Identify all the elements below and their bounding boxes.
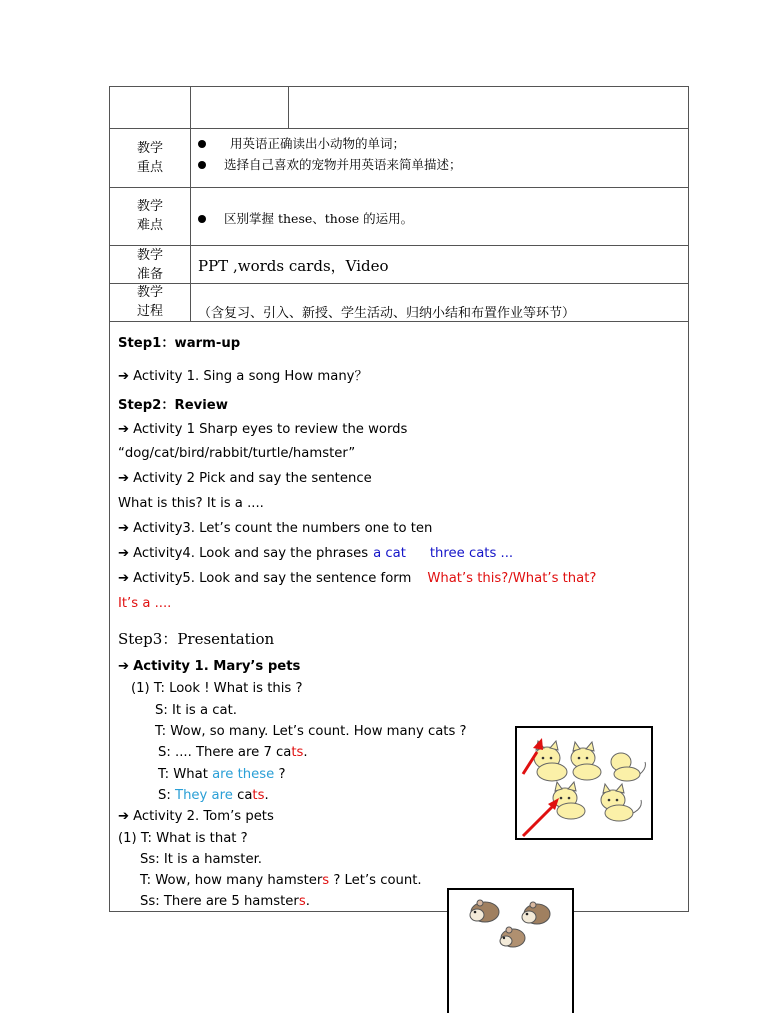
cats-illustration <box>517 728 651 838</box>
dialogue-line: (1) T: What is that ? <box>118 831 248 846</box>
activity-line <box>118 365 368 384</box>
dialogue-line: Ss: It is a hamster. <box>140 852 262 867</box>
arrow-icon: ➔ <box>118 521 130 536</box>
activity-line <box>118 521 432 536</box>
activity-text: Activity 1. Mary’s pets <box>133 659 301 674</box>
dialogue-text: T: What <box>158 767 213 782</box>
activity-line <box>118 546 513 561</box>
plural-suffix: s <box>322 873 330 888</box>
dialogue-text: . <box>264 788 269 803</box>
process-text: （含复习、引入、新授、学生活动、归纳小结和布置作业等环节） <box>198 306 576 321</box>
label-difficulties <box>110 197 190 235</box>
dialogue-line: (1) T: Look ! What is this ? <box>131 681 303 696</box>
phrase-example: a cat <box>373 546 406 561</box>
dialogue-text: S: <box>158 788 176 803</box>
preparation-text: PPT ,words cards，Video <box>198 257 389 275</box>
activity-text: Activity 2 Pick and say the sentence <box>133 471 372 486</box>
dialogue-text: ? <box>274 767 286 782</box>
arrow-icon: ➔ <box>118 546 130 561</box>
column-divider <box>190 87 191 321</box>
dialogue-line <box>140 894 310 909</box>
difficulty-text: 区别掌握 these、those 的运用。 <box>224 211 414 226</box>
dialogue-line <box>140 873 422 888</box>
column-divider <box>288 87 289 128</box>
cats-image <box>515 726 653 840</box>
label-text: 教学 准备 <box>136 248 163 282</box>
dialogue-line <box>158 788 269 803</box>
activity-line <box>118 809 274 824</box>
row-divider <box>110 321 688 322</box>
hamsters-image <box>447 888 574 1013</box>
arrow-icon: ➔ <box>118 369 130 384</box>
arrow-icon: ➔ <box>118 571 130 586</box>
key-point-text: 用英语正确读出小动物的单词； <box>230 136 406 151</box>
dialogue-line <box>158 745 308 760</box>
activity-line <box>118 422 407 437</box>
row-divider <box>110 283 688 284</box>
dialogue-text: S: .... There are 7 ca <box>158 745 292 760</box>
sentence-form: What’s this?/What’s that? <box>427 571 597 586</box>
sentence-form: It’s a .... <box>118 596 172 611</box>
key-point-text: 选择自己喜欢的宠物并用英语来简单描述； <box>224 157 462 172</box>
bullet-icon <box>198 215 206 223</box>
plural-suffix: ts <box>252 788 265 803</box>
activity-text: Activity5. Look and say the sentence form <box>133 571 412 586</box>
cat-icon <box>601 784 641 821</box>
arrow-icon: ➔ <box>118 809 130 824</box>
row-divider <box>110 245 688 246</box>
activity-text: Activity 1. Sing a song How many？ <box>133 369 368 384</box>
bullet-icon <box>198 140 206 148</box>
activity-line <box>118 571 596 586</box>
label-preparation <box>110 246 190 284</box>
label-text: 教学 重点 <box>136 141 163 175</box>
dialogue-line: S: It is a cat. <box>155 703 237 718</box>
activity-text: Activity 1 Sharp eyes to review the words <box>133 422 408 437</box>
arrow-icon: ➔ <box>118 471 130 486</box>
hamsters-illustration <box>449 890 572 1000</box>
cat-icon <box>571 742 601 780</box>
highlight-phrase: They are <box>175 788 233 803</box>
plural-suffix: ts <box>291 745 304 760</box>
sentence-pattern: What is this? It is a .... <box>118 496 264 511</box>
activity-line <box>118 471 372 486</box>
cat-icon <box>611 753 645 781</box>
dialogue-line: T: Wow, so many. Let’s count. How many cats ? <box>155 724 467 739</box>
arrow-icon: ➔ <box>118 422 130 437</box>
word-list: “dog/cat/bird/rabbit/turtle/hamster” <box>118 446 356 461</box>
label-key-points <box>110 139 190 177</box>
activity-text: Activity3. Let’s count the numbers one to ten <box>133 521 433 536</box>
dialogue-text: . <box>305 894 310 909</box>
highlight-phrase: are these <box>212 767 275 782</box>
row-divider <box>110 128 688 129</box>
key-point-item <box>198 155 462 173</box>
plural-suffix: s <box>298 894 306 909</box>
dialogue-text: ca <box>232 788 253 803</box>
dialogue-line <box>158 767 285 782</box>
dialogue-text: . <box>303 745 308 760</box>
label-text: 教学 过程 <box>136 285 163 319</box>
step2-heading: Step2：Review <box>118 398 228 413</box>
key-point-item <box>198 134 405 152</box>
dialogue-text: ? Let’s count. <box>329 873 422 888</box>
activity-text: Activity 2. Tom’s pets <box>133 809 274 824</box>
row-divider <box>110 187 688 188</box>
activity-text: Activity4. Look and say the phrases <box>133 546 369 561</box>
bullet-icon <box>198 161 206 169</box>
difficulty-item <box>198 209 413 227</box>
label-process <box>110 283 190 321</box>
activity-line <box>118 659 300 674</box>
label-text: 教学 难点 <box>136 199 163 233</box>
dialogue-text: T: Wow, how many hamster <box>140 873 323 888</box>
dialogue-text: Ss: There are 5 hamster <box>140 894 299 909</box>
step3-heading: Step3：Presentation <box>118 630 275 648</box>
step1-heading: Step1：warm-up <box>118 336 241 351</box>
phrase-example: three cats ... <box>429 546 514 561</box>
arrow-icon: ➔ <box>118 659 130 674</box>
